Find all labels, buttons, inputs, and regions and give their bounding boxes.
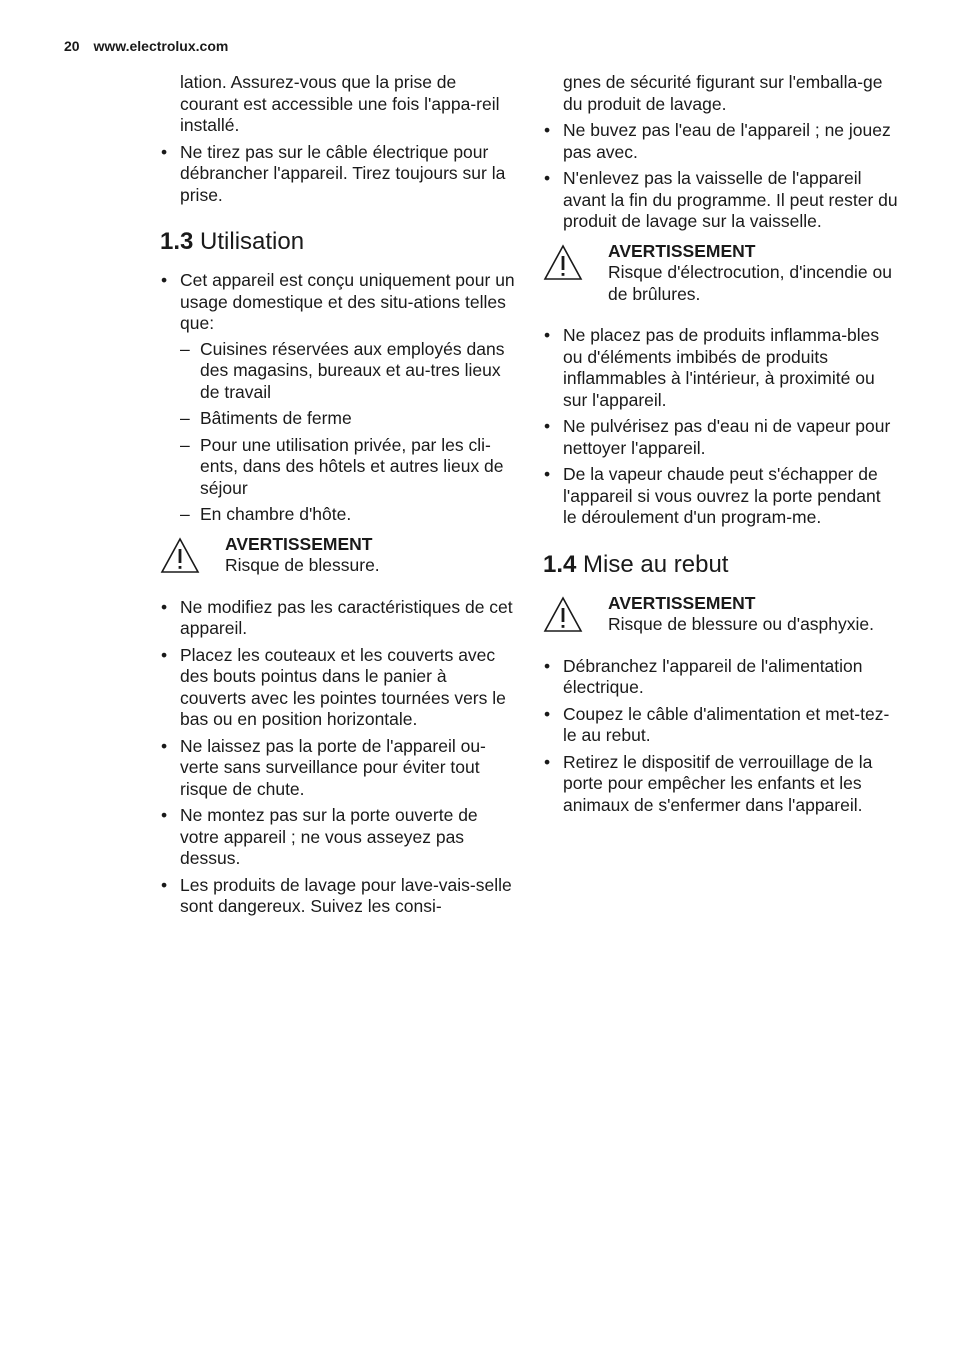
safety-bullet-list <box>160 597 515 918</box>
warning-triangle-icon <box>160 537 200 575</box>
dash-item: – Pour une utilisation privée, par les cli-ents, dans des hôtels et autres lieux de séjour <box>180 435 515 500</box>
warning-title: AVERTISSEMENT <box>608 240 756 261</box>
list-item: • Retirez le dispositif de verrouillage de la porte pour empêcher les enfants et les animaux de s'enfermer dans l'appareil. <box>543 752 898 817</box>
warning-title: AVERTISSEMENT <box>608 592 756 613</box>
bullet-list-1 <box>543 120 898 233</box>
list-item: • Placez les couteaux et les couverts avec des bouts pointus dans le panier à couverts avec les pointes tournées vers le bas ou en position horizontale. <box>160 645 515 731</box>
left-column <box>160 72 515 923</box>
usage-bullet-text: Cet appareil est conçu uniquement pour un usage domestique et des situ-ations telles que: <box>180 270 515 333</box>
list-item: • Ne tirez pas sur le câble électrique pour débrancher l'appareil. Tirez toujours sur la prise. <box>160 142 515 207</box>
warning-text: Risque d'électrocution, d'incendie ou de brûlures. <box>608 262 892 304</box>
intro-bullet-list <box>160 142 515 207</box>
warning-triangle-icon <box>543 596 583 634</box>
bullet-list-3 <box>543 656 898 817</box>
list-item: • De la vapeur chaude peut s'échapper de l'appareil si vous ouvrez la porte pendant le déroulement d'un program-me. <box>543 464 898 529</box>
right-column <box>543 72 898 821</box>
list-item: • Ne laissez pas la porte de l'appareil ou-verte sans surveillance pour éviter tout risque de chute. <box>160 736 515 801</box>
usage-dash-list <box>180 339 515 526</box>
section-number: 1.3 <box>160 228 194 255</box>
section-title: Utilisation <box>200 228 305 255</box>
warning-content <box>225 534 380 577</box>
section-heading-mise-au-rebut <box>543 550 898 580</box>
dash-item: – Cuisines réservées aux employés dans des magasins, bureaux et au-tres lieux de travail <box>180 339 515 404</box>
warning-block <box>543 241 898 306</box>
list-item: • Ne placez pas de produits inflamma-bles ou d'éléments imbibés de produits inflammables à l'intérieur, à proximité ou sur l'appareil. <box>543 325 898 411</box>
continued-paragraph: gnes de sécurité figurant sur l'emballa-ge du produit de lavage. <box>563 72 883 114</box>
section-number: 1.4 <box>543 550 577 578</box>
list-item: • Ne pulvérisez pas d'eau ni de vapeur pour nettoyer l'appareil. <box>543 416 898 459</box>
warning-triangle-icon <box>543 244 583 282</box>
warning-content <box>608 593 874 636</box>
site-url: www.electrolux.com <box>93 38 229 54</box>
bullet-list-2 <box>543 325 898 529</box>
warning-text: Risque de blessure ou d'asphyxie. <box>608 614 875 634</box>
continued-paragraph: lation. Assurez-vous que la prise de courant est accessible une fois l'appa-reil installé. <box>180 72 500 135</box>
dash-item: – Bâtiments de ferme <box>180 408 515 430</box>
usage-bullet-list <box>160 270 515 526</box>
list-item: • Les produits de lavage pour lave-vais-selle sont dangereux. Suivez les consi- <box>160 875 515 918</box>
warning-block <box>160 534 515 577</box>
list-item: • Ne buvez pas l'eau de l'appareil ; ne jouez pas avec. <box>543 120 898 163</box>
section-title: Mise au rebut <box>583 550 729 578</box>
warning-block <box>543 593 898 636</box>
list-item: • Coupez le câble d'alimentation et met-tez-le au rebut. <box>543 704 898 747</box>
section-heading-utilisation <box>160 227 515 257</box>
list-item: • Débranchez l'appareil de l'alimentation électrique. <box>543 656 898 699</box>
dash-item: – En chambre d'hôte. <box>180 504 515 526</box>
warning-text: Risque de blessure. <box>225 555 380 575</box>
warning-content <box>608 241 898 306</box>
list-item: • Ne modifiez pas les caractéristiques de cet appareil. <box>160 597 515 640</box>
page-header <box>64 38 228 54</box>
list-item: • N'enlevez pas la vaisselle de l'appareil avant la fin du programme. Il peut rester du produit de lavage sur la vaisselle. <box>543 168 898 233</box>
list-item: • Ne montez pas sur la porte ouverte de votre appareil ; ne vous asseyez pas dessus. <box>160 805 515 870</box>
page-number: 20 <box>64 38 80 54</box>
list-item <box>160 270 515 526</box>
warning-title: AVERTISSEMENT <box>225 533 373 554</box>
